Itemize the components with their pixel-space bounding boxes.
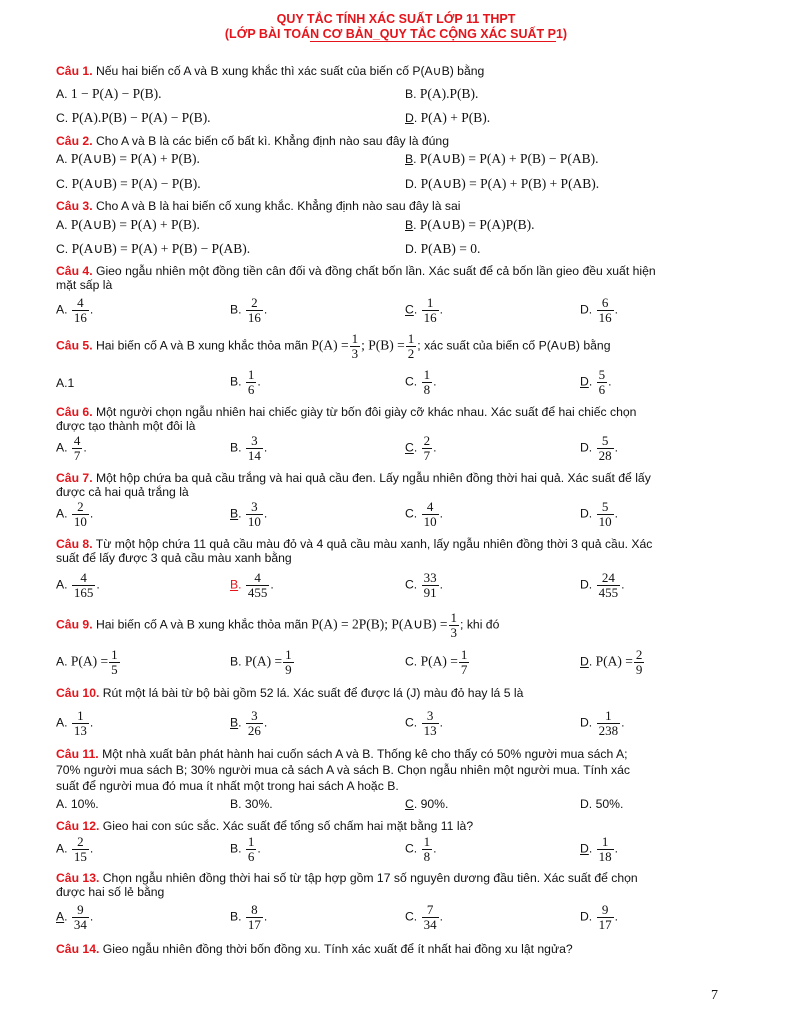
q12-option-d: D. $\frac{1}{18}$ .	[580, 834, 618, 864]
q12-option-c: C. $\frac{1}{8}$ .	[405, 834, 437, 864]
question-10: Câu 10. Rút một lá bài từ bộ bài gồm 52 lá. Xác suất để được lá (J) màu đỏ hay lá 5 là	[56, 686, 524, 700]
q2-option-b: B. P(A∪B) = P(A) + P(B) − P(AB).	[405, 151, 599, 166]
q3-option-b: B. P(A∪B) = P(A)P(B).	[405, 217, 535, 232]
question-14: Câu 14. Gieo ngẫu nhiên đồng thời bốn đồng xu. Tính xác xuất để ít nhất hai đồng xu lật ngửa?	[56, 942, 573, 956]
q9-option-b: B. P(A) = $\frac{1}{9}$	[230, 647, 292, 677]
question-11: Câu 11. Một nhà xuất bản phát hành hai cuốn sách A và B. Thống kê cho thấy có 50% người mua sách A; 70% người mua sách B; 30% người mua cả sách A và sách B. Chọn ngẫu nhiên một người mua. Tính xác suất để người mua đó mua ít nhất một trong hai sách A hoặc B.	[56, 747, 630, 793]
q11-option-a: A. 10%.	[56, 797, 99, 811]
q9-option-d: D. P(A) = $\frac{2}{9}$	[580, 647, 643, 677]
q8-option-d: D. $\frac{24}{455}$ .	[580, 570, 625, 600]
q9-option-a: A. P(A) = $\frac{1}{5}$	[56, 647, 118, 677]
q12-option-b: B. $\frac{1}{6}$ .	[230, 834, 261, 864]
question-6: Câu 6. Một người chọn ngẫu nhiên hai chiếc giày từ bốn đôi giày cỡ khác nhau. Xác suất để hai chiếc chọn được tạo thành một đôi là	[56, 405, 637, 433]
q10-option-b: B. $\frac{3}{26}$ .	[230, 708, 268, 738]
q5-option-c: C. $\frac{1}{8}$ .	[405, 367, 437, 397]
q5-option-b: B. $\frac{1}{6}$ .	[230, 367, 261, 397]
q5-option-a: A.1	[56, 376, 75, 390]
q1-option-c: C. P(A).P(B) − P(A) − P(B).	[56, 110, 211, 125]
q6-option-c: C. $\frac{2}{7}$ .	[405, 433, 437, 463]
q4-option-c: C. $\frac{1}{16}$ .	[405, 295, 443, 325]
question-7: Câu 7. Một hộp chứa ba quả cầu trắng và hai quả cầu đen. Lấy ngẫu nhiên đồng thời hai quả. Xác suất để lấy được cả hai quả trắng là	[56, 471, 651, 499]
q3-option-d: D. P(AB) = 0.	[405, 241, 481, 256]
q4-option-a: A. $\frac{4}{16}$ .	[56, 295, 94, 325]
question-4: Câu 4. Gieo ngẫu nhiên một đồng tiền cân đối và đồng chất bốn lần. Xác suất để cả bốn lần gieo đều xuất hiện mặt sấp là	[56, 264, 656, 292]
q3-option-a: A. P(A∪B) = P(A) + P(B).	[56, 217, 200, 232]
q10-option-d: D. $\frac{1}{238}$ .	[580, 708, 625, 738]
page-number: 7	[711, 988, 718, 1003]
q5-option-d: D. $\frac{5}{6}$ .	[580, 367, 612, 397]
q6-option-d: D. $\frac{5}{28}$ .	[580, 433, 618, 463]
question-5: Câu 5. Hai biến cố A và B xung khắc thỏa mãn P(A) = $\frac{1}{3}$ ; P(B) = $\frac{1}{2}$ ; xác suất của biến cố P(A∪B) bằng	[56, 331, 611, 361]
q7-option-d: D. $\frac{5}{10}$ .	[580, 499, 618, 529]
question-13: Câu 13. Chọn ngẫu nhiên đồng thời hai số từ tập hợp gồm 17 số nguyên dương đầu tiên. Xác suất để chọn được hai số lẻ bằng	[56, 871, 638, 899]
q10-option-a: A. $\frac{1}{13}$ .	[56, 708, 94, 738]
q2-option-a: A. P(A∪B) = P(A) + P(B).	[56, 151, 200, 166]
q6-option-a: A. $\frac{4}{7}$ .	[56, 433, 87, 463]
q13-option-c: C. $\frac{7}{34}$ .	[405, 902, 443, 932]
q9-option-c: C. P(A) = $\frac{1}{7}$	[405, 647, 468, 677]
q1-option-a: A. 1 − P(A) − P(B).	[56, 86, 162, 101]
q12-option-a: A. $\frac{2}{15}$ .	[56, 834, 94, 864]
q2-option-d: D. P(A∪B) = P(A) + P(B) + P(AB).	[405, 176, 600, 191]
page-subtitle: (LỚP BÀI TOÁN CƠ BẢN_QUY TẮC CỘNG XÁC SUẤT P1)	[224, 27, 568, 41]
q10-option-c: C. $\frac{3}{13}$ .	[405, 708, 443, 738]
q11-option-c: C. 90%.	[405, 797, 449, 811]
question-12: Câu 12. Gieo hai con súc sắc. Xác suất để tổng số chấm hai mặt bằng 11 là?	[56, 819, 474, 833]
q8-option-b: B. $\frac{4}{455}$ .	[230, 570, 274, 600]
q1-option-b: B. P(A).P(B).	[405, 86, 479, 101]
q3-option-c: C. P(A∪B) = P(A) + P(B) − P(AB).	[56, 241, 251, 256]
q11-option-b: B. 30%.	[230, 797, 273, 811]
q2-option-c: C. P(A∪B) = P(A) − P(B).	[56, 176, 201, 191]
q4-option-d: D. $\frac{6}{16}$ .	[580, 295, 618, 325]
q13-option-d: D. $\frac{9}{17}$ .	[580, 902, 618, 932]
q6-option-b: B. $\frac{3}{14}$ .	[230, 433, 268, 463]
q4-option-b: B. $\frac{2}{16}$ .	[230, 295, 268, 325]
q7-option-a: A. $\frac{2}{10}$ .	[56, 499, 94, 529]
question-8: Câu 8. Từ một hộp chứa 11 quả cầu màu đỏ và 4 quả cầu màu xanh, lấy ngẫu nhiên đồng thời 3 quả cầu. Xác suất để lấy được 3 quả cầu màu xanh bằng	[56, 537, 653, 565]
question-3: Câu 3. Cho A và B là hai biến cố xung khắc. Khẳng định nào sau đây là sai	[56, 199, 461, 213]
q8-option-c: C. $\frac{33}{91}$ .	[405, 570, 443, 600]
q7-option-b: B. $\frac{3}{10}$ .	[230, 499, 268, 529]
question-1: Câu 1. Nếu hai biến cố A và B xung khắc thì xác suất của biến cố P(A∪B) bằng	[56, 64, 485, 78]
q13-option-b: B. $\frac{8}{17}$ .	[230, 902, 268, 932]
q7-option-c: C. $\frac{4}{10}$ .	[405, 499, 443, 529]
q8-option-a: A. $\frac{4}{165}$ .	[56, 570, 100, 600]
page-title: QUY TẮC TÍNH XÁC SUẤT LỚP 11 THPT	[276, 12, 516, 26]
q13-option-a: A. $\frac{9}{34}$ .	[56, 902, 94, 932]
q1-option-d: D. P(A) + P(B).	[405, 110, 491, 125]
q11-option-d: D. 50%.	[580, 797, 624, 811]
question-2: Câu 2. Cho A và B là các biến cố bất kì. Khẳng định nào sau đây là đúng	[56, 134, 449, 148]
question-9: Câu 9. Hai biến cố A và B xung khắc thỏa mãn P(A) = 2P(B); P(A∪B) = $\frac{1}{3}$ ; khi đó	[56, 610, 500, 640]
